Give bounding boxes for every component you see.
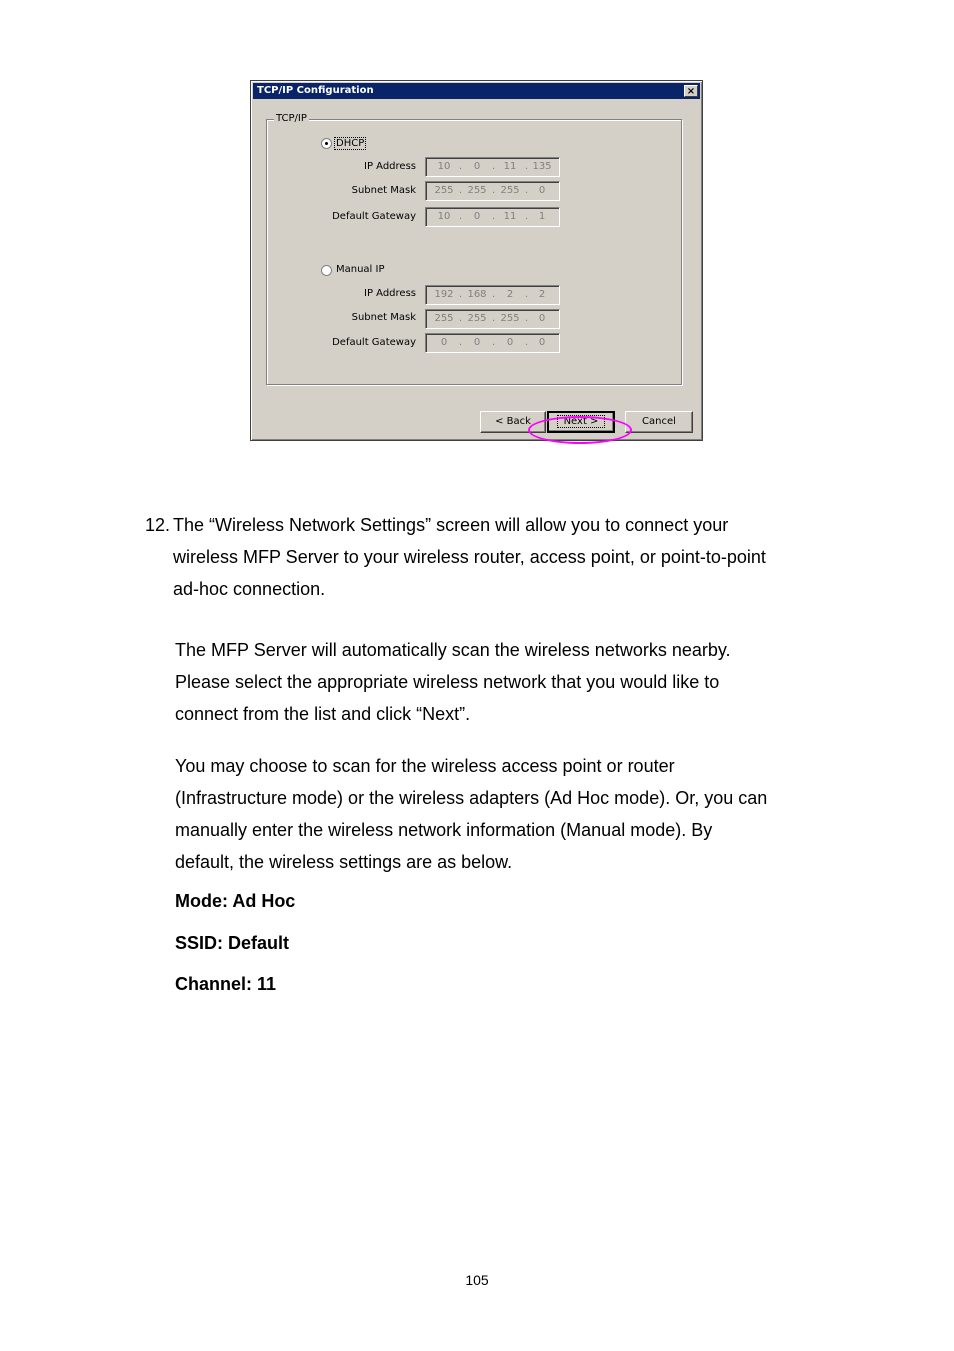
- next-button-label: Next >: [557, 415, 606, 428]
- dialog-titlebar: [253, 83, 700, 99]
- dhcp-subnet-mask-label: Subnet Mask: [351, 185, 416, 196]
- manual-default-gateway-field[interactable]: 0 . 0 . 0 . 0: [425, 333, 560, 353]
- step-line: wireless MFP Server to your wireless router, access point, or point-to-point: [173, 547, 766, 567]
- default-mode: Mode: Ad Hoc: [175, 891, 296, 911]
- step-line: ad-hoc connection.: [173, 579, 326, 599]
- paragraph-line: The MFP Server will automatically scan the wireless networks nearby.: [175, 640, 731, 660]
- paragraph-line: (Infrastructure mode) or the wireless adapters (Ad Hoc mode). Or, you can: [175, 788, 768, 808]
- manual-ip-address-field[interactable]: 192 . 168 . 2 . 2: [425, 285, 560, 305]
- manual-subnet-mask-label: Subnet Mask: [351, 312, 416, 323]
- step-line: The “Wireless Network Settings” screen will allow you to connect your: [173, 515, 729, 535]
- manual-ip-radio-label[interactable]: Manual IP: [336, 264, 385, 275]
- next-button-highlight-circle: [528, 416, 632, 444]
- default-channel: Channel: 11: [175, 974, 277, 994]
- step-12-text: [173, 509, 766, 605]
- paragraph-line: connect from the list and click “Next”.: [175, 704, 471, 724]
- paragraph-line: You may choose to scan for the wireless access point or router: [175, 756, 675, 776]
- dhcp-radio[interactable]: [321, 138, 332, 149]
- paragraph-line: default, the wireless settings are as below.: [175, 852, 513, 872]
- default-ssid: SSID: Default: [175, 933, 290, 953]
- paragraph-line: manually enter the wireless network information (Manual mode). By: [175, 820, 713, 840]
- page-number: 105: [465, 1272, 489, 1288]
- dhcp-ip-address-field[interactable]: 10 . 0 . 11 . 135: [425, 157, 560, 177]
- mode-paragraph: [175, 750, 767, 878]
- scan-paragraph: [175, 634, 731, 730]
- manual-subnet-mask-field[interactable]: 255 . 255 . 255 . 0: [425, 309, 560, 329]
- dialog-title: TCP/IP Configuration: [257, 85, 374, 96]
- close-icon[interactable]: ×: [684, 85, 698, 97]
- step-number: 12.: [145, 515, 171, 535]
- back-button[interactable]: < Back: [480, 411, 546, 433]
- dhcp-default-gateway-field[interactable]: 10 . 0 . 11 . 1: [425, 207, 560, 227]
- tcpip-configuration-dialog: [250, 80, 703, 441]
- manual-ip-address-label: IP Address: [364, 288, 416, 299]
- manual-ip-radio[interactable]: [321, 265, 332, 276]
- paragraph-line: Please select the appropriate wireless network that you would like to: [175, 672, 720, 692]
- group-label: TCP/IP: [276, 113, 307, 124]
- dhcp-subnet-mask-field[interactable]: 255 . 255 . 255 . 0: [425, 181, 560, 201]
- manual-default-gateway-label: Default Gateway: [332, 337, 416, 348]
- cancel-button[interactable]: Cancel: [625, 411, 693, 433]
- dhcp-default-gateway-label: Default Gateway: [332, 211, 416, 222]
- dhcp-radio-label[interactable]: DHCP: [336, 138, 365, 149]
- dhcp-ip-address-label: IP Address: [364, 161, 416, 172]
